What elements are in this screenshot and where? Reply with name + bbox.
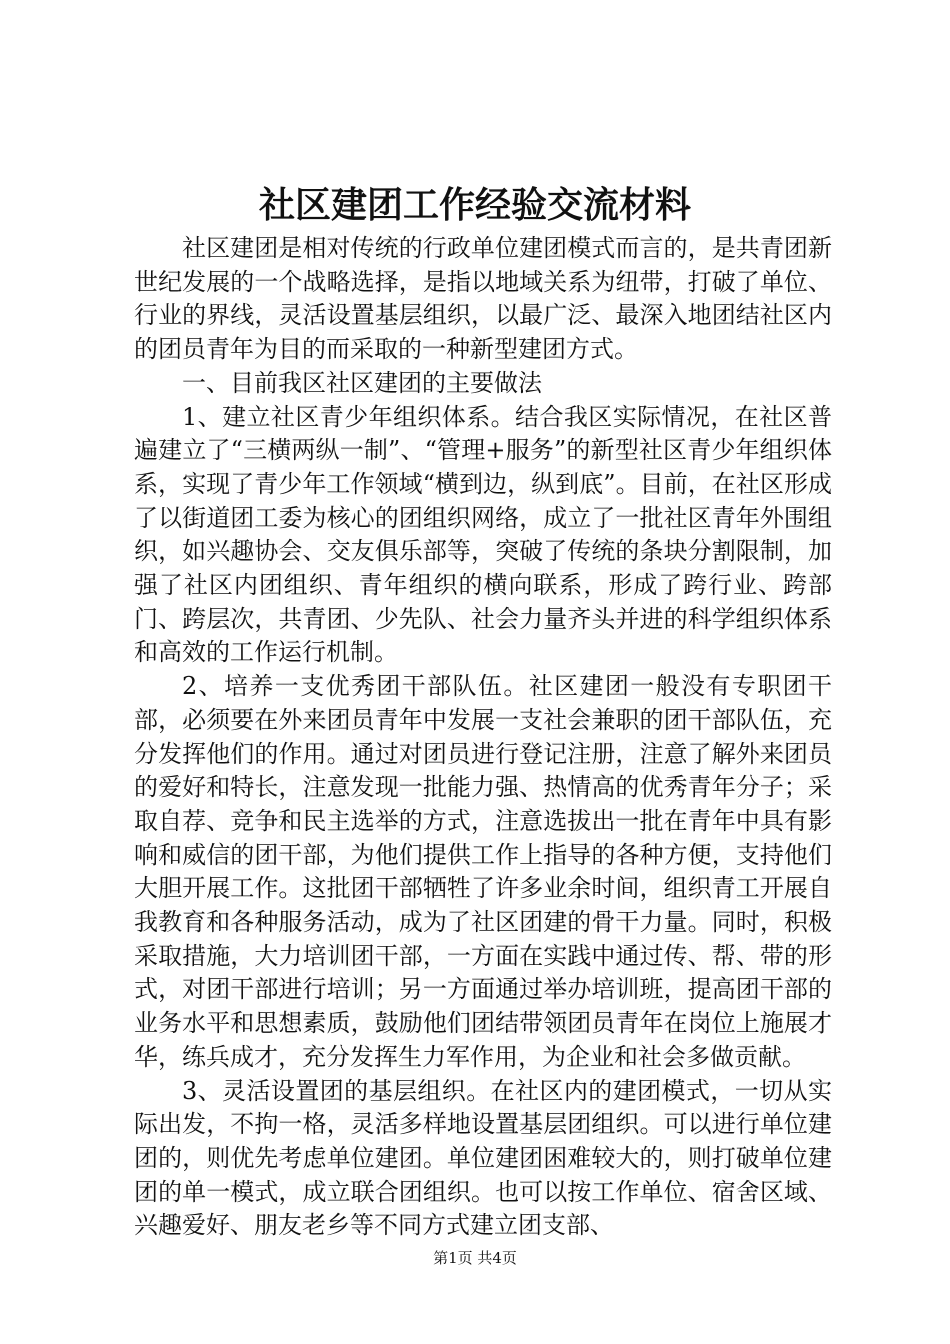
paragraph-item-3: 3、灵活设置团的基层组织。在社区内的建团模式，一切从实际出发，不拘一格，灵活多样地设置基层团组织。可以进行单位建团的，则优先考虑单位建团。单位建团困难较大的，则打破单位建团的单一模式，成立联合团组织。也可以按工作单位、宿舍区域、兴趣爱好、朋友老乡等不同方式建立团支部、: [134, 1076, 832, 1240]
page-number-footer: 第1页 共4页: [433, 1249, 517, 1267]
section-heading: 一、目前我区社区建团的主要做法: [182, 368, 542, 397]
paragraph-intro: 社区建团是相对传统的行政单位建团模式而言的，是共青团新世纪发展的一个战略选择，是指以地域关系为纽带，打破了单位、行业的界线，灵活设置基层组织，以最广泛、最深入地团结社区内的团员青年为目的而采取的一种新型建团方式。: [134, 234, 832, 364]
document-body: [134, 232, 832, 1243]
document-title: 社区建团工作经验交流材料: [258, 184, 691, 226]
paragraph-item-1: 1、建立社区青少年组织体系。结合我区实际情况，在社区普遍建立了“三横两纵一制”、“管理+服务”的新型社区青少年组织体系，实现了青少年工作领域“横到边，纵到底”。目前，在社区形成了以街道团工委为核心的团组织网络，成立了一批社区青年外围组织，如兴趣协会、交友俱乐部等，突破了传统的条块分割限制，加强了社区内团组织、青年组织的横向联系，形成了跨行业、跨部门、跨层次，共青团、少先队、社会力量齐头并进的科学组织体系和高效的工作运行机制。: [134, 402, 832, 667]
paragraph-item-2: 2、培养一支优秀团干部队伍。社区建团一般没有专职团干部，必须要在外来团员青年中发展一支社会兼职的团干部队伍，充分发挥他们的作用。通过对团员进行登记注册，注意了解外来团员的爱好和特长，注意发现一批能力强、热情高的优秀青年分子；采取自荐、竞争和民主选举的方式，注意选拔出一批在青年中具有影响和威信的团干部，为他们提供工作上指导的各种方便，支持他们大胆开展工作。这批团干部牺牲了许多业余时间，组织青工开展自我教育和各种服务活动，成为了社区团建的骨干力量。同时，积极采取措施，大力培训团干部，一方面在实践中通过传、帮、带的形式，对团干部进行培训；另一方面通过举办培训班，提高团干部的业务水平和思想素质，鼓励他们团结带领团员青年在岗位上施展才华，练兵成才，充分发挥生力军作用，为企业和社会多做贡献。: [134, 672, 832, 1071]
